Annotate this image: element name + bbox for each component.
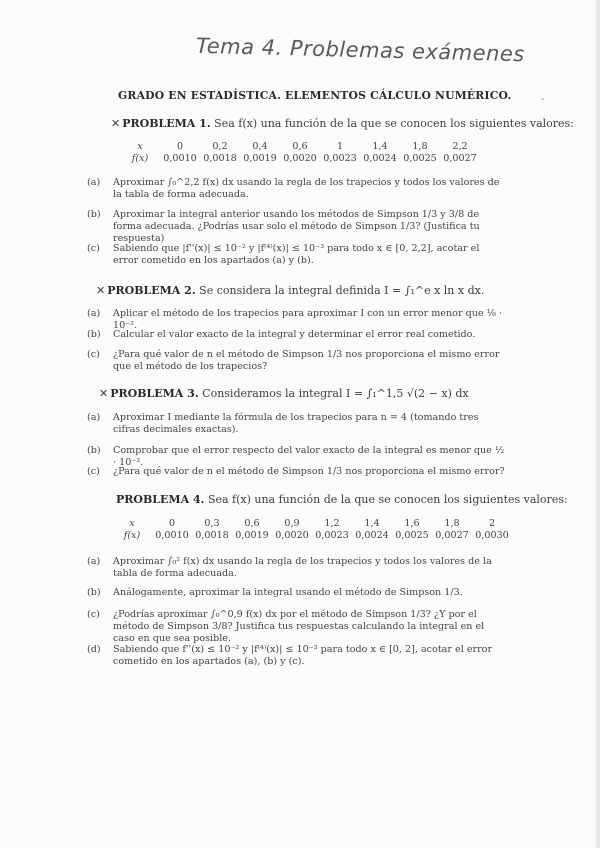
problem-4-item-b: (b) Análogamente, aproximar la integral usando el método de Simpson 1/3. xyxy=(87,587,463,598)
scan-edge xyxy=(596,0,600,848)
cross-mark-icon: ✕ xyxy=(111,117,121,130)
table-cell: 0,3 xyxy=(204,518,220,529)
table-cell: 0,2 xyxy=(212,141,228,152)
problem-4-intro: Sea f(x) una función de la que se conocen los siguientes valores: xyxy=(207,493,568,506)
problem-1-title-line xyxy=(111,117,574,130)
table-cell: 1,4 xyxy=(364,518,380,529)
course-heading: GRADO EN ESTADÍSTICA. ELEMENTOS CÁLCULO NUMÉRICO. xyxy=(118,89,512,102)
table-x-label: x xyxy=(137,141,143,152)
problem-4-item-d: (d) Sabiendo que f''(x) ≤ 10⁻² y |f⁽⁴⁾(x)| ≤ 10⁻³ para todo x ∈ [0, 2], acotar el error cometido en los apartados (a), (b) y (c). xyxy=(87,644,493,667)
table-cell: 0,0010 xyxy=(155,530,189,541)
problem-1-intro: Sea f(x) una función de la que se conocen los siguientes valores: xyxy=(214,117,574,130)
table-cell: 0,4 xyxy=(252,141,268,152)
table-cell: 1,8 xyxy=(444,518,460,529)
table-cell: 0,0024 xyxy=(355,530,389,541)
table-cell: 1 xyxy=(336,141,344,152)
problem-3-title-line xyxy=(99,387,469,400)
problem-1-title: PROBLEMA 1. xyxy=(122,117,211,130)
table-cell: 2 xyxy=(488,518,496,529)
table-cell: 1,4 xyxy=(372,141,388,152)
table-cell: 0,0020 xyxy=(283,153,317,164)
table-cell: 1,2 xyxy=(324,518,340,529)
scan-speck xyxy=(541,98,544,100)
table-cell: 0,0019 xyxy=(235,530,269,541)
problem-3-item-b: (b) Comprobar que el error respecto del valor exacto de la integral es menor que ½ · 10⁻². xyxy=(87,445,505,468)
problem-4-title-line xyxy=(116,493,568,506)
table-cell: 0,0023 xyxy=(323,153,357,164)
table-cell: 0,0018 xyxy=(195,530,229,541)
problem-1-item-c: (c) Sabiendo que |f''(x)| ≤ 10⁻² y |f⁽⁴⁾(x)| ≤ 10⁻³ para todo x ∈ [0, 2,2], acotar el error cometido en los apartados (a) y (b). xyxy=(87,243,480,266)
problem-1-item-a: (a) Aproximar ∫₀^2,2 f(x) dx usando la regla de los trapecios y todos los valores de la tabla de forma adecuada. xyxy=(87,177,500,200)
problem-4-title: PROBLEMA 4. xyxy=(116,493,205,506)
cross-mark-icon: ✕ xyxy=(96,284,106,297)
cross-mark-icon: ✕ xyxy=(99,387,109,400)
problem-1-item-b: (b) Aproximar la integral anterior usando los métodos de Simpson 1/3 y 3/8 de forma adecuada. ¿Podrías usar solo el método de Simpson 1/3? (Justifica tu respuesta) xyxy=(87,209,480,244)
table-cell: 0 xyxy=(168,518,176,529)
table-cell: 0,0025 xyxy=(403,153,437,164)
problem-3-item-a: (a) Aproximar I mediante la fórmula de los trapecios para n = 4 (tomando tres cifras decimales exactas). xyxy=(87,412,479,435)
table-fx-label: f(x) xyxy=(123,530,141,541)
table-cell: 1,8 xyxy=(412,141,428,152)
table-cell: 0,0030 xyxy=(475,530,509,541)
table-cell: 0,0010 xyxy=(163,153,197,164)
problem-4-item-a: (a) Aproximar ∫₀² f(x) dx usando la regla de los trapecios y todos los valores de la tabla de forma adecuada. xyxy=(87,556,492,579)
problem-3-intro: Consideramos la integral I = ∫₁^1,5 √(2 − x) dx xyxy=(202,387,469,400)
problem-2-item-a: (a) Aplicar el método de los trapecios para aproximar I con un error menor que ⅛ · 10⁻². xyxy=(87,308,503,331)
table-cell: 0,0019 xyxy=(243,153,277,164)
problem-3-title: PROBLEMA 3. xyxy=(110,387,199,400)
table-cell: 0,0023 xyxy=(315,530,349,541)
table-cell: 0,6 xyxy=(292,141,308,152)
handwritten-title: Tema 4. Problemas exámenes xyxy=(195,33,526,67)
table-cell: 0,0027 xyxy=(435,530,469,541)
table-cell: 0,9 xyxy=(284,518,300,529)
table-cell: 2,2 xyxy=(452,141,468,152)
table-cell: 0,0020 xyxy=(275,530,309,541)
table-cell: 0,0018 xyxy=(203,153,237,164)
table-cell: 0,0025 xyxy=(395,530,429,541)
problem-4-item-c: (c) ¿Podrías aproximar ∫₀^0,9 f(x) dx por el método de Simpson 1/3? ¿Y por el método de Simpson 3/8? Justifica tus respuestas calculando la integral en el caso en que sea posible. xyxy=(87,609,485,644)
table-cell: 0,0024 xyxy=(363,153,397,164)
problem-3-item-c: (c) ¿Para qué valor de n el método de Simpson 1/3 nos proporciona el mismo error? xyxy=(87,466,505,477)
problem-2-item-b: (b) Calcular el valor exacto de la integral y determinar el error real cometido. xyxy=(87,329,476,340)
table-cell: 1,6 xyxy=(404,518,420,529)
table-cell: 0,0027 xyxy=(443,153,477,164)
table-cell: 0,6 xyxy=(244,518,260,529)
table-fx-label: f(x) xyxy=(131,153,149,164)
problem-2-title: PROBLEMA 2. xyxy=(107,284,196,297)
table-cell: 0 xyxy=(176,141,184,152)
problem-2-intro: Se considera la integral definida I = ∫₁^e x ln x dx. xyxy=(199,284,485,297)
table-x-label: x xyxy=(129,518,135,529)
problem-2-item-c: (c) ¿Para qué valor de n el método de Simpson 1/3 nos proporciona el mismo error que el método de los trapecios? xyxy=(87,349,500,372)
problem-2-title-line xyxy=(96,284,484,297)
